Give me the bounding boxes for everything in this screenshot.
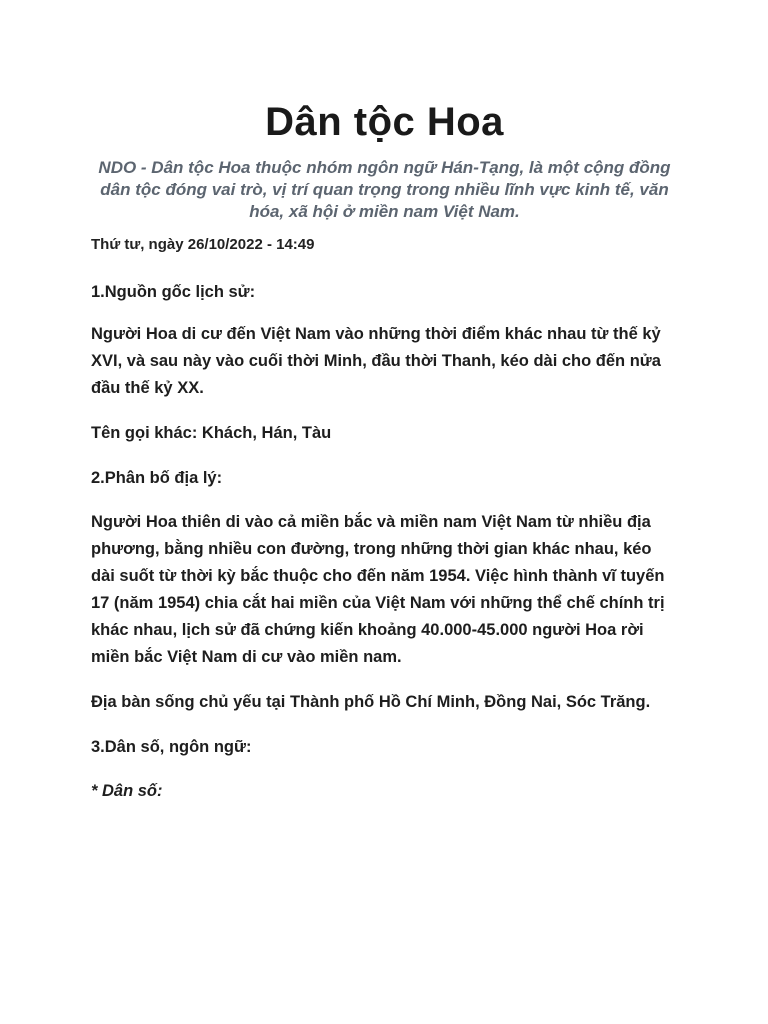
section-heading-distribution: 2.Phân bố địa lý:	[91, 469, 223, 487]
subheading-population: * Dân số:	[91, 782, 163, 800]
article-date: Thứ tư, ngày 26/10/2022 - 14:49	[91, 236, 315, 253]
section-heading-population: 3.Dân số, ngôn ngữ:	[91, 738, 252, 756]
paragraph-area: Địa bàn sống chủ yếu tại Thành phố Hồ Chí Minh, Đồng Nai, Sóc Trăng.	[91, 693, 651, 711]
section-heading-origin: 1.Nguồn gốc lịch sử:	[91, 283, 256, 301]
article-title: Dân tộc Hoa	[265, 100, 504, 144]
paragraph-other-names: Tên gọi khác: Khách, Hán, Tàu	[91, 424, 332, 442]
article-sapo: NDO - Dân tộc Hoa thuộc nhóm ngôn ngữ Hán-Tạng, là một cộng đồng dân tộc đóng vai trò, vị trí quan trọng trong nhiều lĩnh vực kinh tế, văn hóa, xã hội ở miền nam Việt Nam.	[98, 158, 671, 221]
paragraph-origin: Người Hoa di cư đến Việt Nam vào những thời điểm khác nhau từ thế kỷ XVI, và sau này vào cuối thời Minh, đầu thời Thanh, kéo dài cho đến nửa đầu thế kỷ XX.	[91, 325, 661, 397]
paragraph-distribution: Người Hoa thiên di vào cả miền bắc và miền nam Việt Nam từ nhiều địa phương, bằng nhiều con đường, trong những thời gian khác nhau, kéo dài suốt từ thời kỳ bắc thuộc cho đến năm 1954. Việc hình thành vĩ tuyến 17 (năm 1954) chia cắt hai miền của Việt Nam với những thể chế chính trị khác nhau, lịch sử đã chứng kiến khoảng 40.000-45.000 người Hoa rời miền bắc Việt Nam di cư vào miền nam.	[91, 513, 665, 666]
